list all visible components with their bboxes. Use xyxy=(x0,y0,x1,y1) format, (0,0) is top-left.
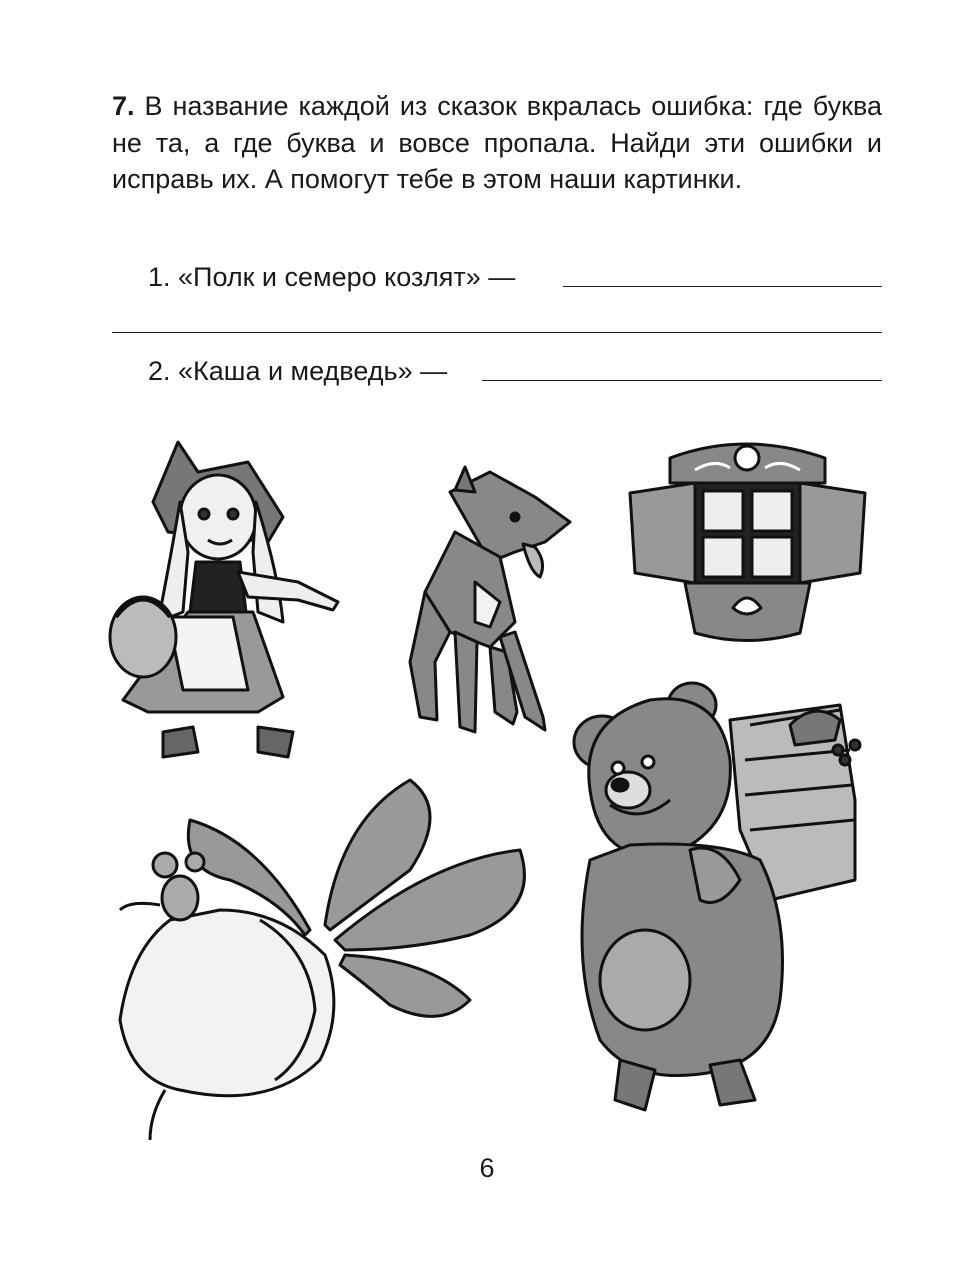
answer-row-1 xyxy=(148,262,882,294)
answer-label-2: 2. «Каша и медведь» — xyxy=(148,356,448,386)
answer-blank-1-continued[interactable] xyxy=(112,332,882,333)
bear-with-basket-icon xyxy=(570,680,880,1120)
little-red-riding-hood-icon xyxy=(108,432,358,772)
answer-blank-1[interactable] xyxy=(563,286,882,287)
task-instructions: В название каждой из сказок вкралась ошибка: где буква не та, а где буква и вовсе пропала. Найди эти ошибки и исправь их. А помогут тебе в этом наши картинки. xyxy=(112,91,882,194)
wolf-icon xyxy=(395,462,580,752)
task-text xyxy=(112,88,882,198)
answer-label-1: 1. «Полк и семеро козлят» — xyxy=(148,262,516,292)
answer-row-2 xyxy=(148,356,882,388)
window-with-kids-icon xyxy=(625,438,870,646)
answer-blank-2[interactable] xyxy=(482,380,882,381)
task-number: 7. xyxy=(112,91,135,121)
turnip-with-mouse-icon xyxy=(110,760,550,1145)
page-number: 6 xyxy=(479,1153,495,1183)
